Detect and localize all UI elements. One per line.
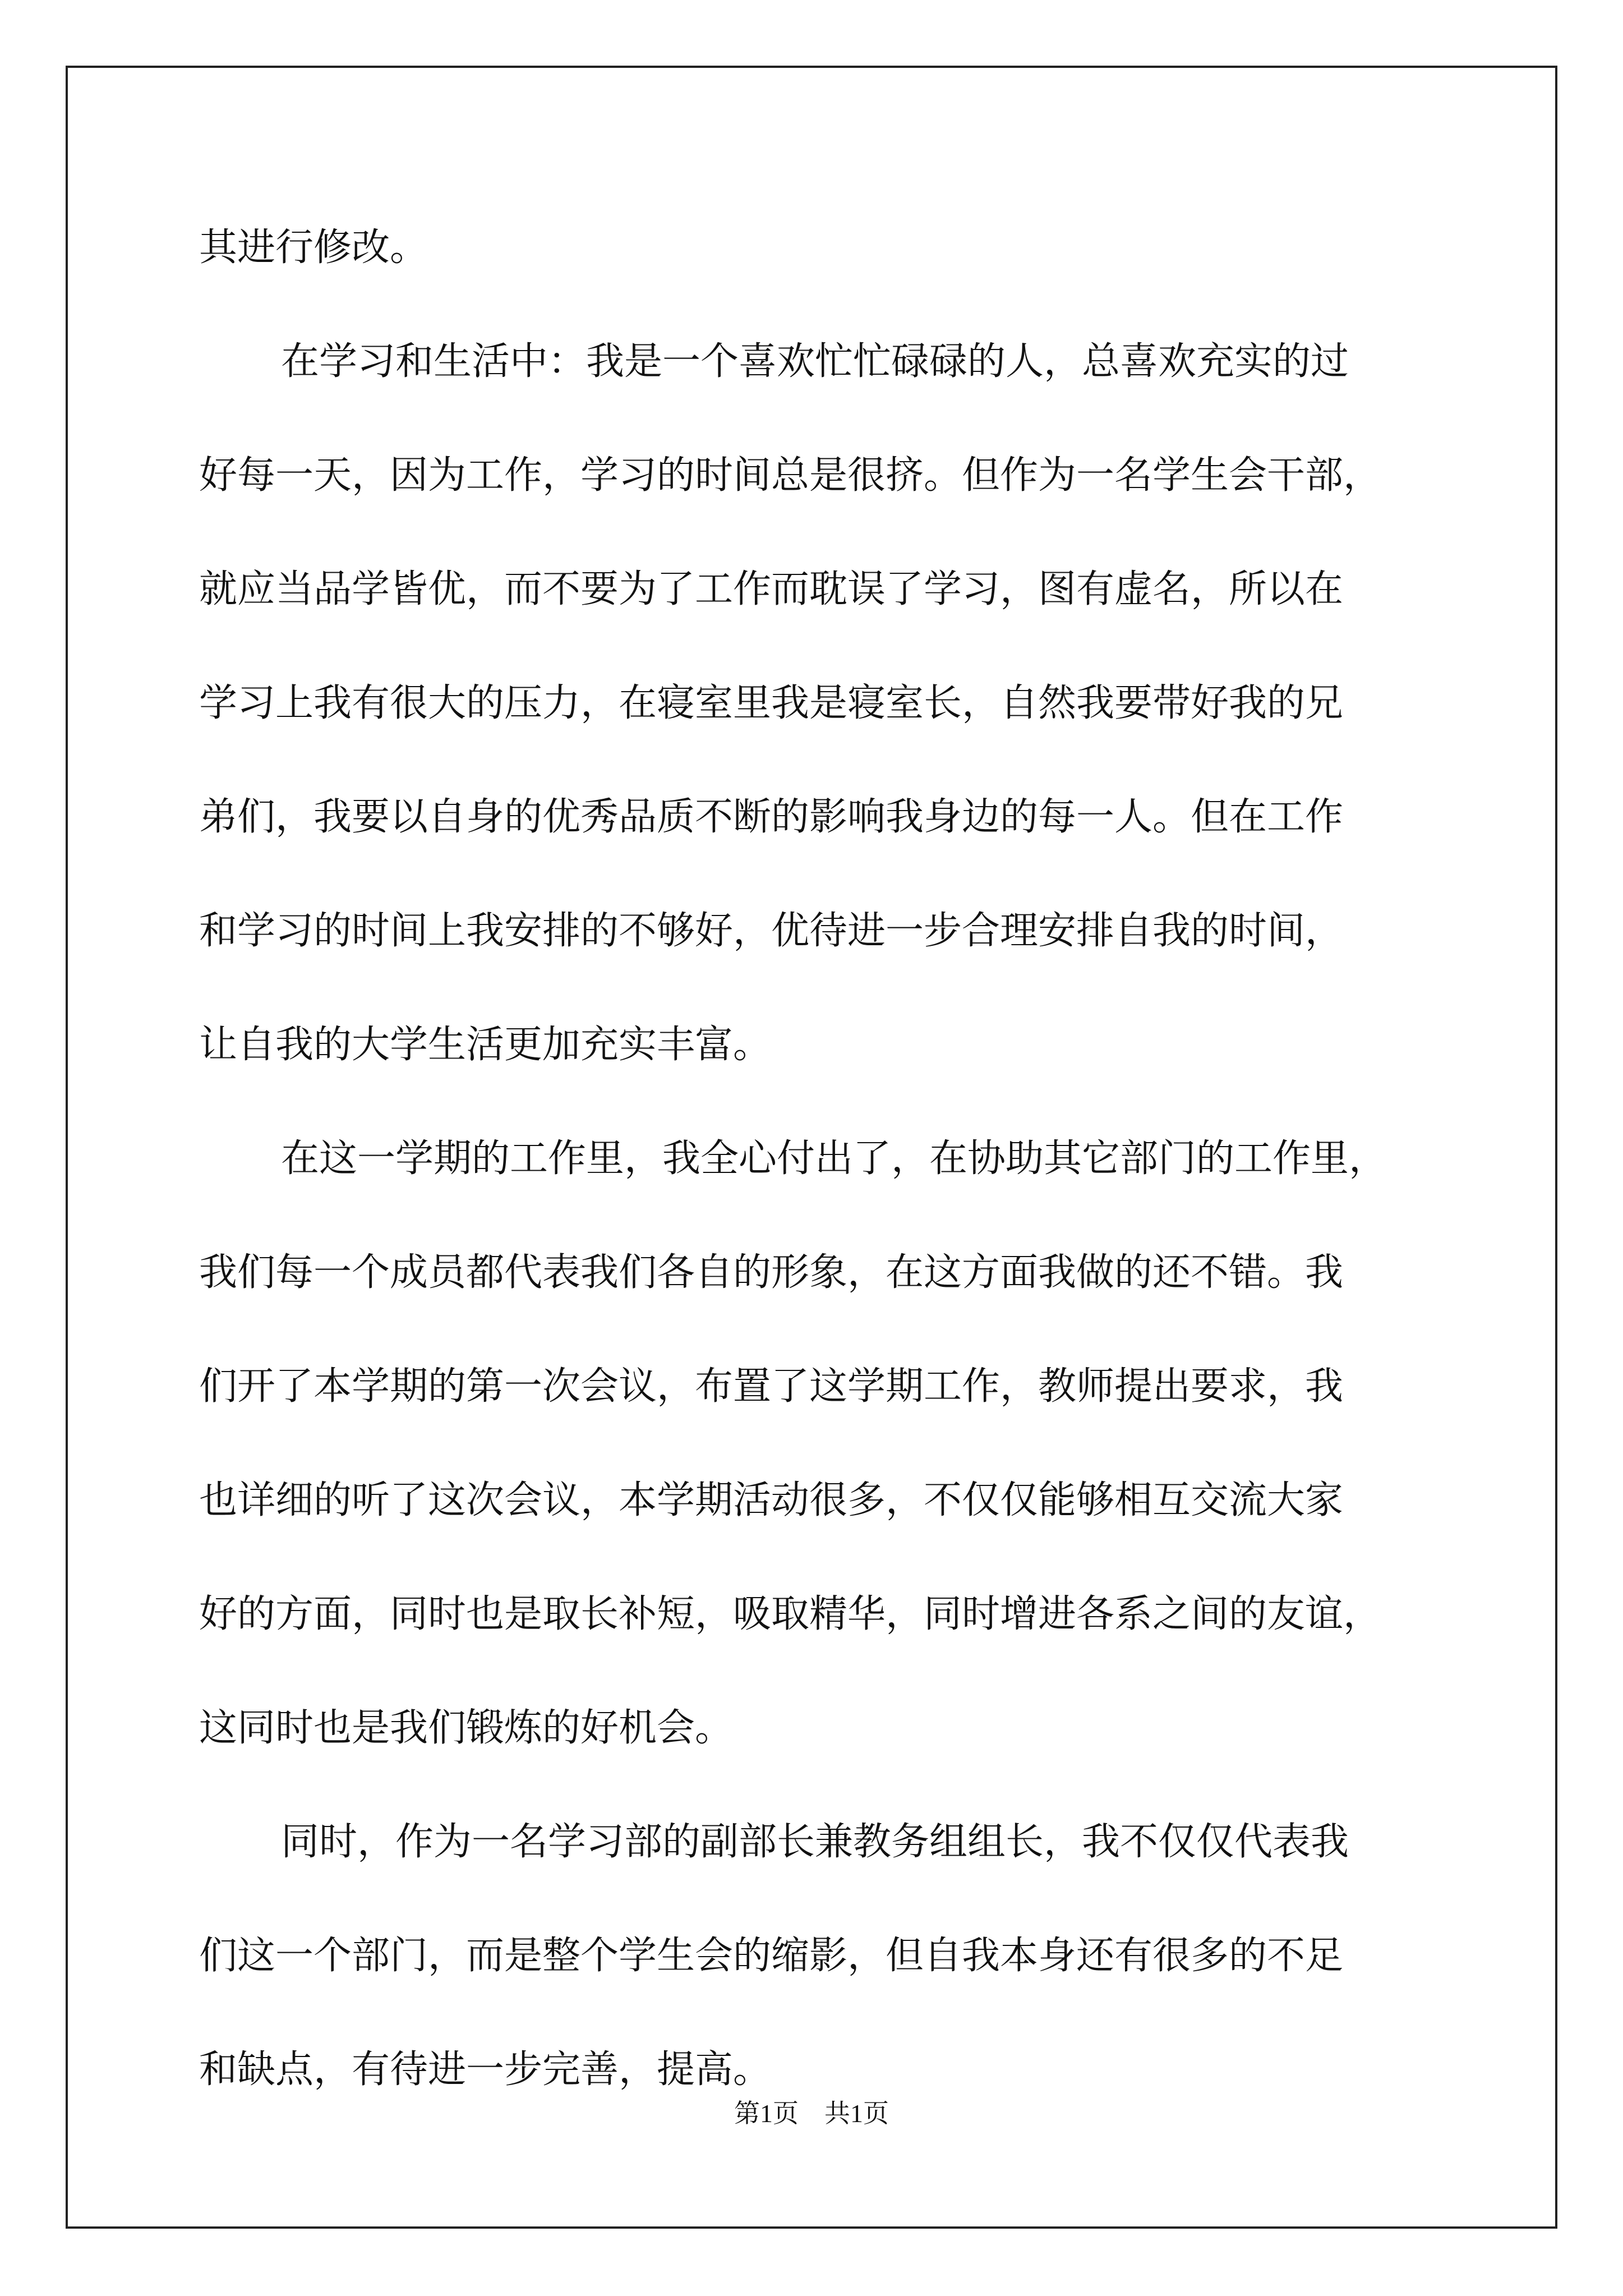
text-line: 我们每一个成员都代表我们各自的形象，在这方面我做的还不错。我 [199, 1250, 1344, 1295]
text-line: 弟们，我要以自身的优秀品质不断的影响我身边的每一人。但在工作 [199, 795, 1344, 839]
text-line: 好每一天，因为工作，学习的时间总是很挤。但作为一名学生会干部， [199, 453, 1382, 498]
text-line: 和缺点，有待进一步完善，提高。 [199, 2047, 772, 2092]
document-body [199, 191, 1455, 2127]
text-line: 其进行修改。 [199, 226, 428, 270]
text-line: 就应当品学皆优，而不要为了工作而耽误了学习，图有虚名，所以在 [199, 567, 1344, 611]
text-line: 学习上我有很大的压力，在寝室里我是寝室长，自然我要带好我的兄 [199, 681, 1344, 725]
text-line: 同时，作为一名学习部的副部长兼教务组组长，我不仅仅代表我 [281, 1820, 1349, 1864]
text-line: 和学习的时间上我安排的不够好，优待进一步合理安排自我的时间， [199, 909, 1344, 953]
text-line: 好的方面，同时也是取长补短，吸取精华，同时增进各系之间的友谊， [199, 1592, 1382, 1636]
text-line: 也详细的听了这次会议，本学期活动很多，不仅仅能够相互交流大家 [199, 1478, 1344, 1522]
page-number: 第1页 [734, 2099, 799, 2128]
text-line: 让自我的大学生活更加充实丰富。 [199, 1023, 772, 1067]
text-line: 在学习和生活中：我是一个喜欢忙忙碌碌的人，总喜欢充实的过 [281, 339, 1349, 384]
text-line: 在这一学期的工作里，我全心付出了，在协助其它部门的工作里， [281, 1137, 1387, 1181]
page-footer [0, 2097, 1623, 2131]
text-line: 们开了本学期的第一次会议，布置了这学期工作，教师提出要求，我 [199, 1364, 1344, 1409]
text-line: 们这一个部门，而是整个学生会的缩影，但自我本身还有很多的不足 [199, 1934, 1344, 1978]
page-total: 共1页 [824, 2099, 889, 2128]
text-line: 这同时也是我们锻炼的好机会。 [199, 1706, 734, 1750]
